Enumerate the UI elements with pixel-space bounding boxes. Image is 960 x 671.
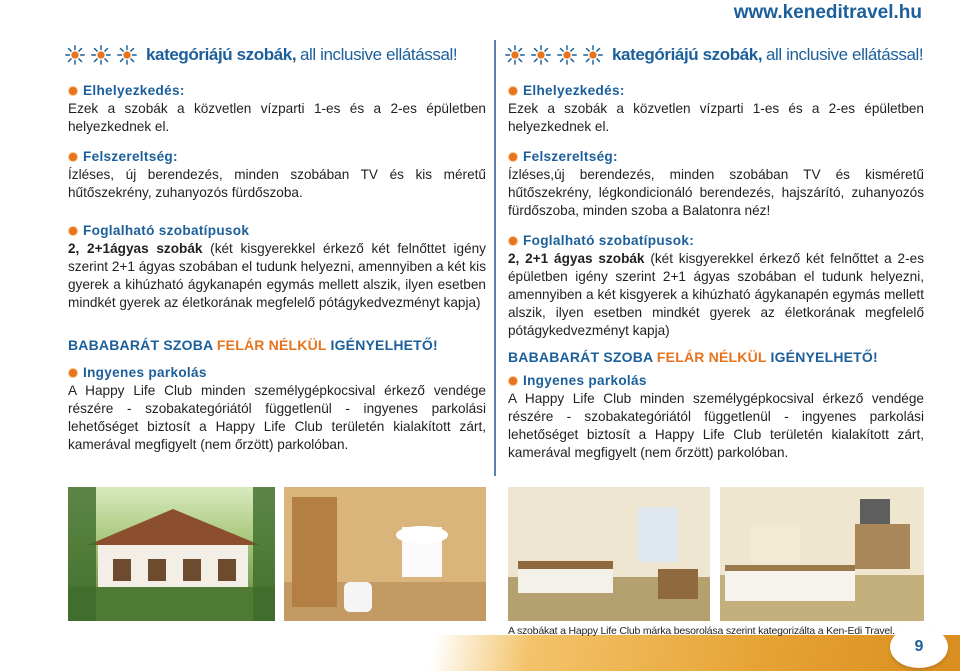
section-text: [68, 240, 486, 312]
room-types-lead: 2, 2+1 ágyas szobák: [508, 251, 645, 266]
section-text: [508, 250, 924, 340]
left-header: [64, 40, 486, 70]
bullet-icon: [508, 376, 518, 386]
building-illustration: [68, 487, 275, 621]
bullet-icon: [508, 86, 518, 96]
section-location: [508, 82, 924, 136]
section-text: A Happy Life Club minden személygépkocsival érkező vendége részére - szobakategóriától függetlenül - ingyenes parkolási lehetőséget biztosít a Happy Life Club területén kialakított zárt, kamerával megfigyelt (nem őrzött) parkolóban.: [68, 383, 486, 452]
room-types-lead: 2, 2+1ágyas szobák: [68, 241, 203, 256]
sun-icon: [504, 44, 526, 66]
section-text: Ízléses,új berendezés, minden szobában TV és kisméretű hűtőszekrény, légkondicionáló berendezés, hajszárító, zuhanyozós fürdőszoba, minden szoba a Balatonra néz!: [508, 167, 924, 218]
sun-rating-icons: [504, 44, 604, 66]
promo-part1: BABABARÁT SZOBA: [68, 337, 217, 353]
promo-part2: IGÉNYELHETŐ!: [766, 349, 878, 365]
building-exterior-photo: [68, 487, 275, 621]
bullet-icon: [68, 226, 78, 236]
bathroom-illustration: [284, 487, 486, 621]
bullet-icon: [68, 368, 78, 378]
section-title: Elhelyezkedés:: [83, 83, 185, 98]
room-types-text: (két kisgyerekkel érkező két felnőttet a 2-es épületben igény szerint 2+1 ágyas szobában el tudunk helyezni, amennyiben a két kisgyerek a kihúzható ágykanapén egymás mellett alszik, ilyen esetben mindkét gyerek az életkorának megfelelő pótágykedvezményt kapja): [508, 251, 925, 338]
section-title: Ingyenes parkolás: [523, 373, 647, 388]
section-title: Ingyenes parkolás: [83, 365, 207, 380]
left-column: [68, 40, 486, 454]
room-photo-1: [508, 487, 710, 621]
right-column: [508, 40, 924, 462]
section-equipment: [68, 148, 486, 202]
section-title: Felszereltség:: [83, 149, 178, 164]
section-title: Felszereltség:: [523, 149, 618, 164]
header-bold: kategóriájú szobák,: [612, 45, 763, 64]
sun-icon: [556, 44, 578, 66]
orange-corner-decoration: [0, 635, 960, 671]
bullet-icon: [68, 152, 78, 162]
column-divider: [494, 40, 496, 476]
sun-rating-icons: [64, 44, 138, 66]
section-text: Ízléses, új berendezés, minden szobában TV és kis méretű hűtőszekrény, zuhanyozós fürdőszoba.: [68, 167, 486, 200]
room-photo-2: [720, 487, 924, 621]
section-text: Ezek a szobák a közvetlen vízparti 1-es és a 2-es épületben helyezkednek el.: [68, 101, 486, 134]
section-text: Ezek a szobák a közvetlen vízparti 1-es és a 2-es épületben helyezkednek el.: [508, 101, 924, 134]
section-title: Foglalható szobatípusok: [83, 223, 250, 238]
section-title: Elhelyezkedés:: [523, 83, 625, 98]
promo-line: [508, 348, 924, 366]
header-bold: kategóriájú szobák,: [146, 45, 297, 64]
section-location: [68, 82, 486, 136]
sun-icon: [64, 44, 86, 66]
right-header: [504, 40, 924, 70]
bullet-icon: [508, 236, 518, 246]
promo-part1: BABABARÁT SZOBA: [508, 349, 657, 365]
page-number: 9: [890, 626, 948, 668]
sun-icon: [530, 44, 552, 66]
promo-part2: IGÉNYELHETŐ!: [326, 337, 438, 353]
bathroom-photo: [284, 487, 486, 621]
section-parking: [508, 372, 924, 462]
section-parking: [68, 364, 486, 454]
section-text: A Happy Life Club minden személygépkocsival érkező vendége részére - szobakategóriától függetlenül - ingyenes parkolási lehetőséget biztosít a Happy Life Club területén kialakított zárt, kamerával megfigyelt (nem őrzött) parkolóban.: [508, 391, 924, 460]
promo-line: [68, 336, 486, 354]
section-room-types: [508, 232, 924, 340]
bullet-icon: [68, 86, 78, 96]
sun-icon: [582, 44, 604, 66]
header-light: all inclusive ellátással!: [299, 45, 458, 64]
promo-highlight: FELÁR NÉLKÜL: [656, 349, 767, 365]
room-illustration: [720, 487, 924, 621]
room-types-text: (két kisgyerekkel érkező két felnőttet igény szerint 2+1 ágyas szobában el tudunk helyezni, amennyiben a két kis gyerek a kihúzható ágykanapén egymás mellett alszik, ilyen esetben mindkét gyerek az életkorának megfelelő pótágykedvezményt kapja): [68, 241, 486, 310]
promo-highlight: FELÁR NÉLKÜL: [216, 337, 327, 353]
sun-icon: [116, 44, 138, 66]
bullet-icon: [508, 152, 518, 162]
sun-icon: [90, 44, 112, 66]
room-illustration: [508, 487, 710, 621]
section-room-types: [68, 222, 486, 312]
header-light: all inclusive ellátással!: [765, 45, 924, 64]
photo-caption: A szobákat a Happy Life Club márka besorolása szerint kategorizálta a Ken-Edi Travel.: [508, 625, 895, 637]
section-title: Foglalható szobatípusok:: [523, 233, 695, 248]
section-equipment: [508, 148, 924, 220]
website-url[interactable]: www.keneditravel.hu: [733, 2, 922, 23]
